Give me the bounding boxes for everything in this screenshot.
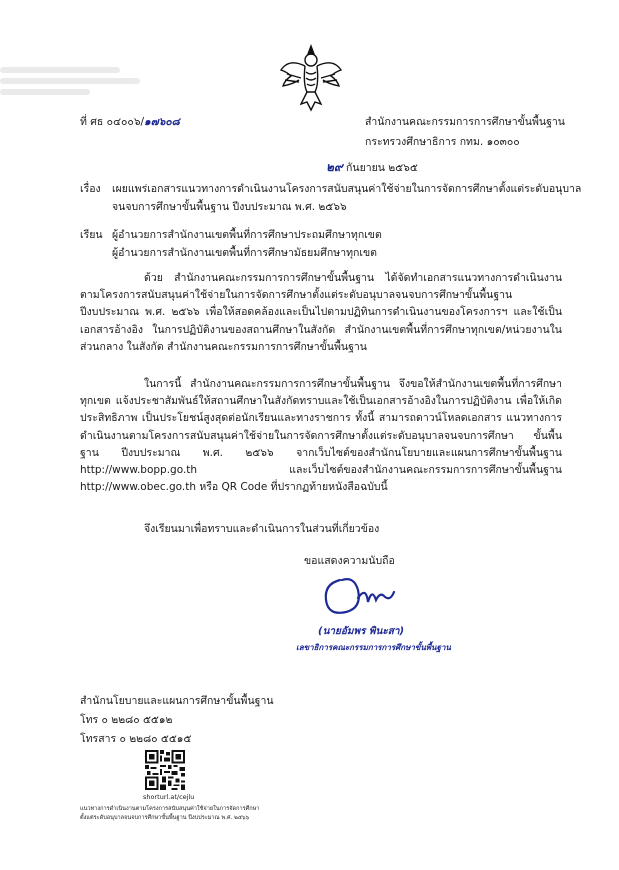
signature: [318, 572, 398, 620]
date-month-year: กันยายน ๒๕๖๕: [342, 162, 418, 174]
signer-name: (นายอัมพร พินะสา): [318, 626, 405, 637]
recipient-line-1: ผู้อำนวยการสำนักงานเขตพื้นที่การศึกษาประถมศึกษาทุกเขต: [112, 229, 382, 241]
document-date: [326, 158, 418, 177]
footer-office: สำนักนโยบายและแผนการศึกษาขั้นพื้นฐาน: [80, 695, 274, 707]
qr-code: [145, 750, 185, 790]
qr-short-url[interactable]: shorturl.at/cejlu: [143, 793, 195, 801]
qr-caption-line-1: แนวทางการดำเนินงานตามโครงการสนับสนุนค่าใช้จ่ายในการจัดการศึกษา: [80, 806, 260, 812]
agency-address: กระทรวงศึกษาธิการ กทม. ๑๐๓๐๐: [365, 136, 520, 148]
qr-caption-line-2: ตั้งแต่ระดับอนุบาลจนจบการศึกษาขั้นพื้นฐาน ปีงบประมาณ พ.ศ. ๒๕๖๖: [80, 815, 250, 821]
subject-line-1: เผยแพร่เอกสารแนวทางการดำเนินงานโครงการสนับสนุนค่าใช้จ่ายในการจัดการศึกษาตั้งแต่ระดับอนุบาล: [112, 183, 582, 195]
body-paragraph-3: จึงเรียนมาเพื่อทราบและดำเนินการในส่วนที่เกี่ยวข้อง: [144, 523, 380, 535]
subject-line-2: จนจบการศึกษาขั้นพื้นฐาน ปีงบประมาณ พ.ศ. ๒๕๖๖: [112, 201, 347, 213]
recipient-label: เรียน: [80, 229, 103, 241]
document-number-handwritten: ๑๗๖๐๘: [144, 116, 180, 128]
agency-name: สำนักงานคณะกรรมการการศึกษาขั้นพื้นฐาน: [365, 116, 565, 128]
document-number: [80, 113, 180, 130]
date-day-handwritten: ๒๙: [326, 160, 343, 174]
signer-position: เลขาธิการคณะกรรมการการศึกษาขั้นพื้นฐาน: [296, 643, 451, 652]
document-number-prefix: ที่ ศธ ๐๔๐๐๖/: [80, 116, 145, 128]
bleed-through-marks: [0, 62, 150, 104]
footer-phone: โทร ๐ ๒๒๘๐ ๕๕๑๒: [80, 714, 173, 726]
subject-label: เรื่อง: [80, 183, 101, 195]
body-paragraph-1: ด้วย สำนักงานคณะกรรมการการศึกษาขั้นพื้นฐาน ได้จัดทำเอกสารแนวทางการดำเนินงาน ตามโครงการสนับสนุนค่าใช้จ่ายในการจัดการศึกษาตั้งแต่ระดับอนุบาลจนจบการศึกษาขั้นพื้นฐาน ปีงบประมาณ พ.ศ. ๒๕๖๖ เพื่อให้สอดคล้องและเป็นไปตามปฏิทินการดำเนินงานของโครงการฯ และใช้เป็นเอกสารอ้างอิง ในการปฏิบัติงานของสถานศึกษาในสังกัด สำนักงานเขตพื้นที่การศึกษาทุกเขต/หน่วยงานในส่วนกลาง ในสังกัด สำนักงานคณะกรรมการการศึกษาขั้นพื้นฐาน: [80, 272, 562, 353]
recipient-line-2: ผู้อำนวยการสำนักงานเขตพื้นที่การศึกษามัธยมศึกษาทุกเขต: [112, 247, 377, 259]
closing-regards: ขอแสดงความนับถือ: [304, 555, 395, 567]
body-paragraph-2: ในการนี้ สำนักงานคณะกรรมการการศึกษาขั้นพื้นฐาน จึงขอให้สำนักงานเขตพื้นที่การศึกษา ทุกเขต แจ้งประชาสัมพันธ์ให้สถานศึกษาในสังกัดทราบและใช้เป็นเอกสารอ้างอิงในการปฏิบัติงาน เพื่อให้เกิดประสิทธิภาพ เป็นประโยชน์สูงสุดต่อนักเรียนและทางราชการ ทั้งนี้ สามารถดาวน์โหลดเอกสาร แนวทางการดำเนินงานตามโครงการสนับสนุนค่าใช้จ่ายในการจัดการศึกษาตั้งแต่ระดับอนุบาลจนจบการศึกษา ขั้นพื้นฐาน ปีงบประมาณ พ.ศ. ๒๕๖๖ จากเว็บไซต์ของสำนักนโยบายและแผนการศึกษาขั้นพื้นฐาน http://www.bopp.go.th และเว็บไซต์ของสำนักงานคณะกรรมการการศึกษาขั้นพื้นฐาน http://www.obec.go.th หรือ QR Code ที่ปรากฏท้ายหนังสือฉบับนี้: [80, 378, 562, 494]
garuda-emblem: [277, 40, 345, 112]
footer-fax: โทรสาร ๐ ๒๒๘๐ ๕๕๑๕: [80, 733, 192, 745]
